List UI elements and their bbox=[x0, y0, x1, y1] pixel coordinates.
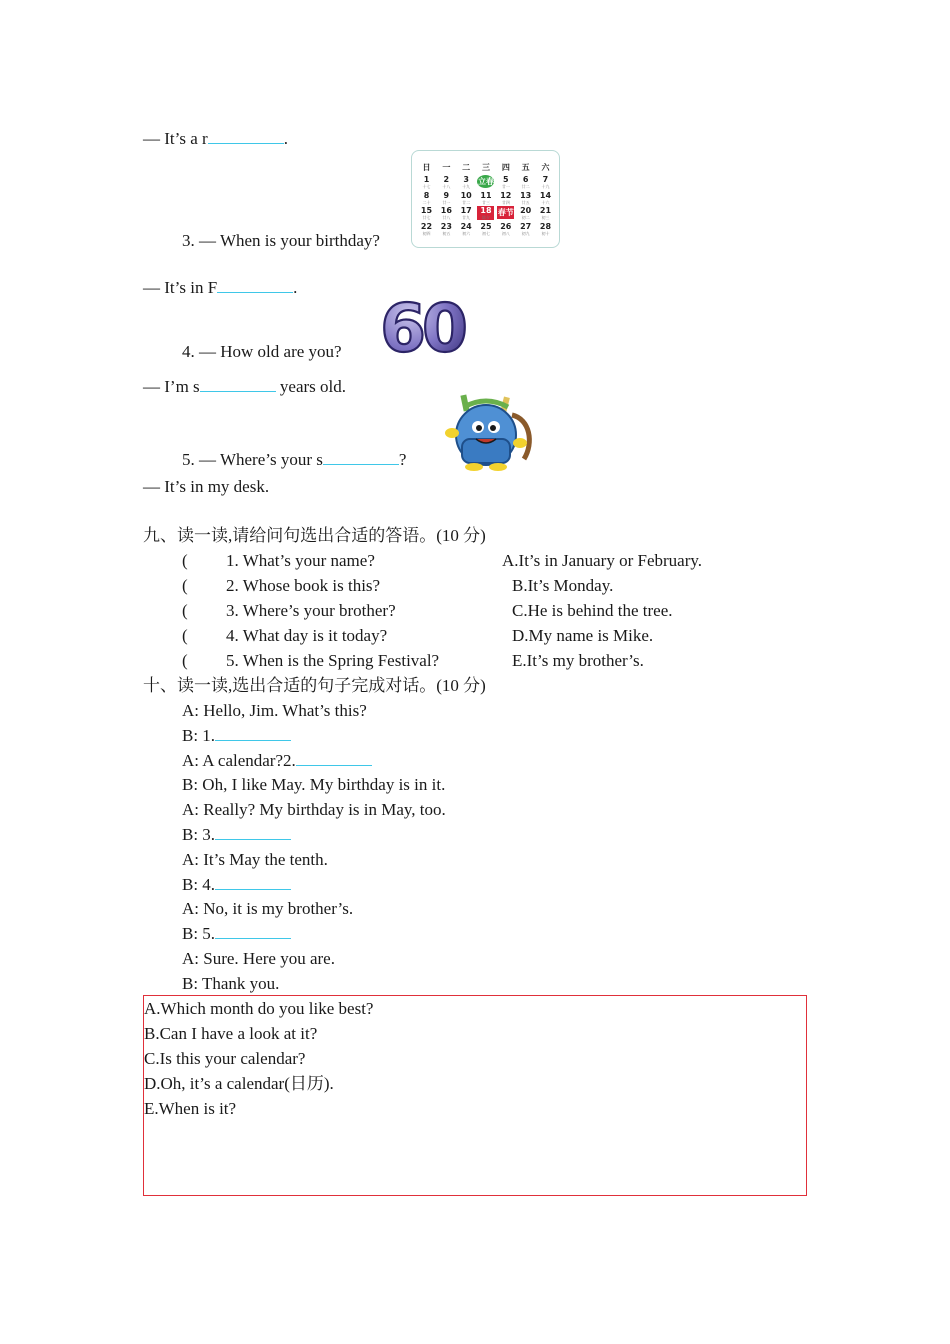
calendar-week bbox=[418, 206, 554, 220]
calendar-day-number: 9 bbox=[443, 190, 450, 200]
calendar-day bbox=[517, 191, 534, 205]
calendar-lunar-date: 廿一 bbox=[501, 184, 510, 189]
calendar-day bbox=[477, 191, 494, 205]
calendar-lunar-date: 初九 bbox=[521, 230, 530, 236]
calendar-lunar-date: 十九 bbox=[541, 184, 550, 189]
calendar-lunar-date: 廿二 bbox=[462, 199, 471, 205]
calendar-day bbox=[537, 191, 554, 205]
options-box bbox=[143, 995, 807, 1196]
calendar-day-number: 2 bbox=[443, 175, 450, 184]
calendar-day-number: 27 bbox=[520, 221, 532, 231]
answer-option: E.It’s my brother’s. bbox=[512, 651, 644, 670]
option-item: B.Can I have a look at it? bbox=[144, 1024, 318, 1043]
dialogue-text: B: Oh, I like May. My birthday is in it. bbox=[182, 775, 446, 795]
calendar-lunar-date: 廿四 bbox=[501, 199, 510, 205]
calendar-day-number: 1 bbox=[423, 175, 430, 184]
number-sixty-image bbox=[375, 295, 471, 359]
calendar-lunar-date: 初八 bbox=[501, 230, 510, 236]
dialogue-line bbox=[182, 973, 279, 995]
dialogue-text: B: Thank you. bbox=[182, 973, 280, 993]
calendar-week bbox=[418, 191, 554, 205]
answer-paren[interactable]: ( bbox=[182, 601, 188, 620]
calendar-day-number: 13 bbox=[520, 190, 532, 200]
answer-option: B.It’s Monday. bbox=[512, 576, 614, 595]
calendar-day bbox=[517, 222, 534, 236]
calendar-day bbox=[517, 175, 534, 189]
calendar-lunar-date: 二十 bbox=[422, 199, 431, 205]
calendar-header bbox=[418, 163, 554, 172]
calendar-day-number: 21 bbox=[539, 206, 552, 215]
schoolbag-image bbox=[440, 393, 536, 473]
question-text: 3. Where’s your brother? bbox=[226, 601, 396, 620]
answer-paren[interactable]: ( bbox=[182, 626, 188, 645]
calendar-day bbox=[537, 222, 554, 236]
calendar-day bbox=[418, 191, 435, 205]
q3-answer-line: — It’s in F . bbox=[143, 278, 298, 297]
q5-answer: — It’s in my desk. bbox=[143, 477, 270, 496]
dialogue-text: B: 4. bbox=[182, 874, 216, 894]
calendar-day bbox=[497, 175, 514, 189]
calendar-day bbox=[418, 206, 435, 220]
part10-title: 十、读一读,选出合适的句子完成对话。(10 分) bbox=[143, 676, 486, 695]
calendar-day-number: 25 bbox=[480, 221, 492, 231]
calendar-lunar-date: 廿三 bbox=[481, 199, 490, 205]
calendar-day-number: 20 bbox=[520, 206, 532, 215]
calendar-day-number: 6 bbox=[522, 175, 529, 184]
answer-blank[interactable] bbox=[215, 824, 291, 840]
answer-blank[interactable] bbox=[200, 376, 276, 392]
calendar-lunar-date: 廿五 bbox=[521, 199, 530, 205]
option-item: A.Which month do you like best? bbox=[144, 999, 374, 1018]
dialogue-line bbox=[182, 948, 335, 970]
dialogue-line bbox=[182, 750, 372, 772]
dialogue-line bbox=[182, 849, 328, 871]
calendar-day bbox=[458, 206, 475, 220]
calendar-day-number: 26 bbox=[500, 221, 512, 231]
calendar-day bbox=[477, 206, 494, 220]
dialogue-text: A: No, it is my brother’s. bbox=[182, 899, 354, 919]
calendar-weekday: 一 bbox=[442, 163, 451, 172]
calendar-day-number: 24 bbox=[460, 221, 472, 231]
calendar-day-number: 18 bbox=[480, 206, 492, 215]
calendar-day bbox=[458, 191, 475, 205]
calendar-lunar-date: 十七 bbox=[422, 184, 431, 189]
option-item: D.Oh, it’s a calendar(日历). bbox=[144, 1074, 334, 1093]
calendar-day bbox=[458, 222, 475, 236]
answer-option: D.My name is Mike. bbox=[512, 626, 654, 645]
dialogue-text: B: 3. bbox=[182, 825, 216, 844]
dialogue-line bbox=[182, 774, 445, 796]
answer-paren[interactable]: ( bbox=[182, 651, 188, 670]
question-text: 4. What day is it today? bbox=[226, 626, 388, 645]
answer-blank[interactable] bbox=[215, 725, 291, 741]
calendar-day bbox=[497, 222, 514, 236]
calendar-day-number: 5 bbox=[503, 175, 509, 184]
option-item: C.Is this your calendar? bbox=[144, 1049, 306, 1068]
dialogue-text: A: Sure. Here you are. bbox=[182, 949, 335, 968]
calendar-day bbox=[418, 175, 435, 189]
calendar-day bbox=[537, 175, 554, 189]
calendar-week bbox=[418, 222, 554, 236]
dialogue-line bbox=[182, 898, 353, 920]
dialogue-line bbox=[182, 725, 291, 747]
answer-option: C.He is behind the tree. bbox=[512, 601, 673, 620]
calendar-day bbox=[438, 222, 455, 236]
calendar-day-number: 10 bbox=[460, 190, 472, 200]
calendar-lunar-date: 廿七 bbox=[422, 215, 431, 220]
q5-question: 5. — Where’s your s ? bbox=[182, 450, 407, 469]
dialogue-text: B: 5. bbox=[182, 924, 216, 944]
calendar-day bbox=[477, 222, 494, 236]
calendar-day-number: 3 bbox=[463, 175, 469, 184]
answer-paren[interactable]: ( bbox=[182, 576, 188, 595]
calendar-day bbox=[497, 206, 514, 219]
calendar-weekday: 四 bbox=[501, 163, 510, 172]
calendar-day-number: 23 bbox=[440, 221, 452, 231]
calendar-weekday: 三 bbox=[481, 163, 490, 172]
calendar-lunar-date: 廿二 bbox=[521, 184, 530, 189]
dialogue-text: B: 1. bbox=[182, 725, 216, 745]
calendar-day bbox=[438, 191, 455, 205]
calendar-lunar-date: 初十 bbox=[541, 230, 550, 236]
calendar-lunar-date: 初六 bbox=[462, 230, 471, 236]
question-text: 2. Whose book is this? bbox=[226, 576, 381, 595]
calendar-week bbox=[418, 175, 554, 189]
question-text: 5. When is the Spring Festival? bbox=[226, 651, 440, 670]
calendar-lunar-date: 十八 bbox=[442, 184, 451, 189]
q4-question: 4. — How old are you? bbox=[182, 342, 342, 361]
calendar-lunar-date: 初五 bbox=[442, 230, 451, 236]
calendar-day-number: 12 bbox=[500, 190, 512, 200]
option-item: E.When is it? bbox=[144, 1099, 237, 1118]
calendar-day bbox=[458, 175, 475, 189]
calendar-day-number: 11 bbox=[480, 190, 492, 200]
calendar-image bbox=[411, 150, 560, 248]
answer-option: A.It’s in January or February. bbox=[502, 551, 703, 570]
calendar-day-number: 7 bbox=[542, 175, 549, 184]
sixty-text: 60 bbox=[380, 295, 464, 359]
answer-blank[interactable] bbox=[208, 128, 284, 144]
answer-blank[interactable] bbox=[296, 750, 372, 766]
calendar-lunar-date: 初七 bbox=[481, 230, 490, 236]
calendar-lunar-date: 廿九 bbox=[462, 215, 471, 220]
calendar-weekday: 六 bbox=[541, 163, 550, 172]
calendar-day-number: 15 bbox=[420, 206, 433, 215]
dialogue-line bbox=[182, 700, 367, 722]
calendar-weekday: 日 bbox=[422, 163, 431, 172]
part9-title: 九、读一读,请给问句选出合适的答语。(10 分) bbox=[143, 526, 486, 545]
q3-question: 3. — When is your birthday? bbox=[182, 231, 380, 250]
calendar-day bbox=[438, 206, 455, 220]
dialogue-text: A: It’s May the tenth. bbox=[182, 849, 328, 869]
dialogue-text: A: A calendar?2. bbox=[182, 750, 296, 770]
calendar-lunar-date: 廿一 bbox=[442, 199, 451, 205]
calendar-day-number: 17 bbox=[460, 206, 472, 215]
calendar-lunar-date: 十六 bbox=[541, 199, 550, 205]
calendar-day-number: 28 bbox=[539, 221, 552, 231]
calendar-day-number: 22 bbox=[420, 221, 433, 231]
calendar-lunar-date: 除夕 bbox=[481, 215, 490, 220]
calendar-lunar-date: 廿八 bbox=[442, 215, 451, 220]
calendar-lunar-date: 初二 bbox=[521, 215, 530, 220]
dialogue-line bbox=[182, 923, 291, 945]
calendar-lunar-date: 十九 bbox=[462, 184, 471, 189]
calendar-day-number: 春节 bbox=[497, 208, 514, 217]
calendar-day bbox=[477, 175, 494, 188]
dialogue-line bbox=[182, 799, 446, 821]
answer-blank[interactable] bbox=[323, 449, 399, 465]
answer-paren[interactable]: ( bbox=[182, 551, 188, 570]
answer-blank[interactable] bbox=[215, 874, 291, 890]
answer-blank[interactable] bbox=[215, 923, 291, 939]
question-text: 1. What’s your name? bbox=[226, 551, 375, 570]
q2-answer-line: — It’s a r . bbox=[143, 129, 288, 148]
calendar-day-number: 16 bbox=[440, 206, 452, 215]
dialogue-text: A: Hello, Jim. What’s this? bbox=[182, 701, 367, 720]
answer-blank[interactable] bbox=[217, 277, 293, 293]
dialogue-line bbox=[182, 874, 291, 896]
calendar-day-number: 立春 bbox=[477, 177, 494, 186]
calendar-weekday: 五 bbox=[521, 163, 530, 172]
calendar-day bbox=[418, 222, 435, 236]
calendar-day-number: 14 bbox=[539, 190, 552, 200]
calendar-weekday: 二 bbox=[462, 163, 471, 172]
calendar-day bbox=[517, 206, 534, 220]
calendar-lunar-date: 初三 bbox=[541, 215, 550, 220]
dialogue-text: A: Really? My birthday is in May, too. bbox=[182, 800, 446, 820]
q4-answer-line: — I’m s years old. bbox=[143, 377, 347, 396]
calendar-day bbox=[497, 191, 514, 205]
calendar-day bbox=[438, 175, 455, 189]
calendar-lunar-date: 初四 bbox=[422, 230, 431, 236]
calendar-day bbox=[537, 206, 554, 220]
calendar-day-number: 8 bbox=[423, 190, 430, 200]
dialogue-line bbox=[182, 824, 291, 846]
